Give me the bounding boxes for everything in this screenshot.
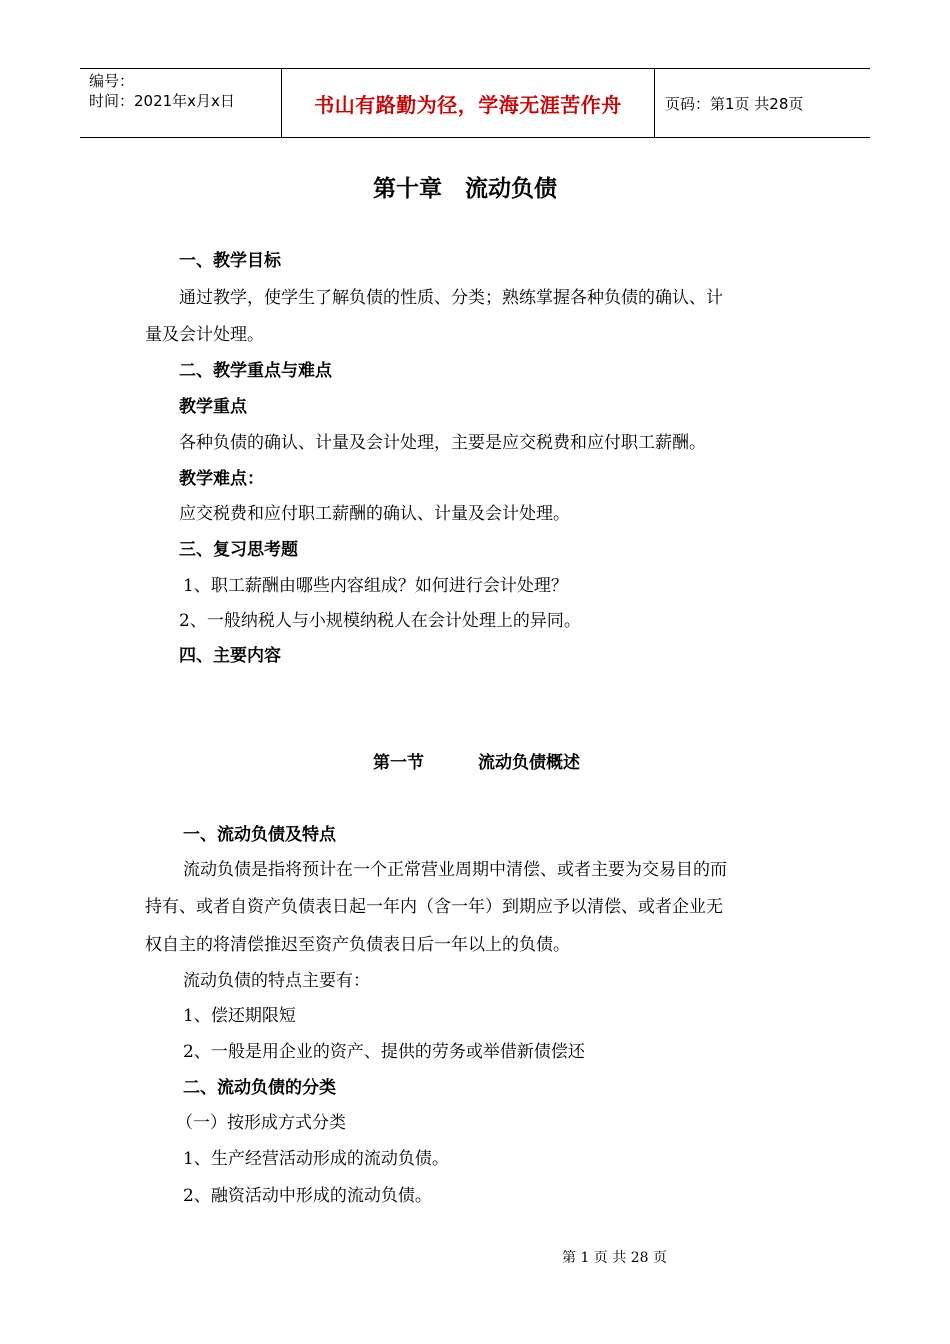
key-points-heading: 二、教学重点与难点 <box>179 361 332 381</box>
header-page-info: 页码：第1页 共28页 <box>665 94 804 113</box>
focus-text: 各种负债的确认、计量及会计处理，主要是应交税费和应付职工薪酬。 <box>179 433 706 453</box>
difficulty-label: 教学难点： <box>179 469 264 489</box>
objectives-text-line1: 通过教学，使学生了解负债的性质、分类；熟练掌握各种负债的确认、计 <box>179 288 723 308</box>
definition-line3: 权自主的将清偿推迟至资产负债表日后一年以上的负债。 <box>145 935 570 955</box>
header-meta-cell <box>80 69 282 137</box>
document-number-label: 编号： <box>89 72 135 90</box>
review-question-1: 1、职工薪酬由哪些内容组成？如何进行会计处理？ <box>183 576 568 596</box>
document-time-label: 时间：2021年x月x日 <box>89 92 235 110</box>
part2-heading: 二、流动负债的分类 <box>183 1078 336 1098</box>
feature-2: 2、一般是用企业的资产、提供的劳务或举借新债偿还 <box>183 1042 585 1062</box>
section-number: 第一节 <box>373 753 424 773</box>
part1-heading: 一、流动负债及特点 <box>183 825 336 845</box>
feature-1: 1、偿还期限短 <box>183 1006 296 1026</box>
header-table <box>80 68 870 138</box>
review-heading: 三、复习思考题 <box>179 540 298 560</box>
focus-label: 教学重点 <box>179 397 247 417</box>
section-title: 流动负债概述 <box>478 753 580 773</box>
difficulty-text: 应交税费和应付职工薪酬的确认、计量及会计处理。 <box>179 504 570 524</box>
definition-line1: 流动负债是指将预计在一个正常营业周期中清偿、或者主要为交易目的而 <box>183 860 727 880</box>
main-content-heading: 四、主要内容 <box>179 646 281 666</box>
chapter-title: 第十章 流动负债 <box>373 176 557 202</box>
header-page-cell <box>655 69 870 137</box>
objectives-text-line2: 量及会计处理。 <box>145 325 264 345</box>
classification-item-1: 1、生产经营活动形成的流动负债。 <box>183 1149 449 1169</box>
classification-item-2: 2、融资活动中形成的流动负债。 <box>183 1186 432 1206</box>
features-intro: 流动负债的特点主要有： <box>183 971 370 991</box>
header-motto-cell <box>282 69 655 137</box>
header-motto: 书山有路勤为径，学海无涯苦作舟 <box>314 92 622 117</box>
classification-subheading: （一）按形成方式分类 <box>176 1113 346 1133</box>
objectives-heading: 一、教学目标 <box>179 251 281 271</box>
definition-line2: 持有、或者自资产负债表日起一年内（含一年）到期应予以清偿、或者企业无 <box>145 897 723 917</box>
review-question-2: 2、一般纳税人与小规模纳税人在会计处理上的异同。 <box>179 611 581 631</box>
page-footer: 第 1 页 共 28 页 <box>562 1250 667 1266</box>
